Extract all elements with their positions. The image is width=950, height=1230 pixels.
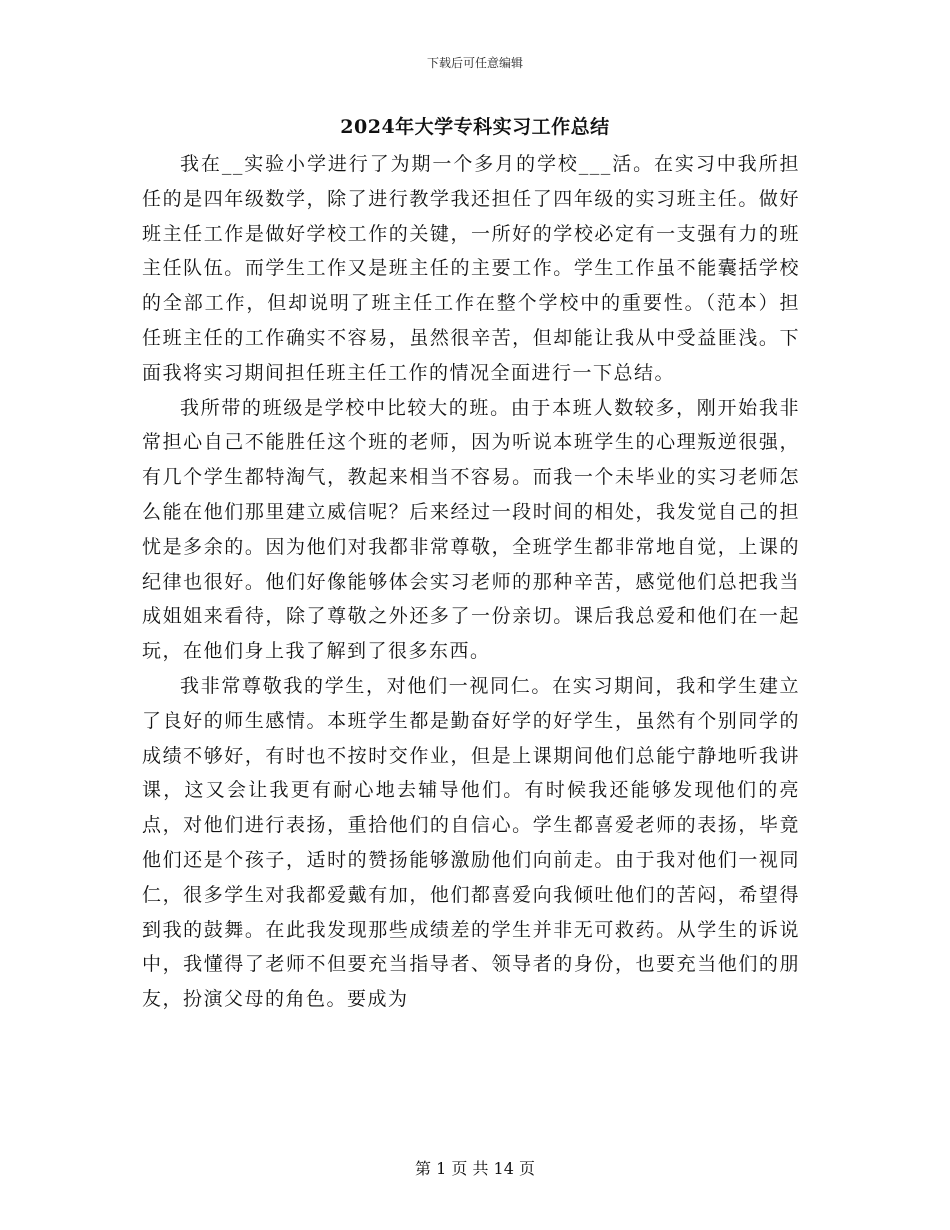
- paragraph-2: 我所带的班级是学校中比较大的班。由于本班人数较多，刚开始我非常担心自己不能胜任这个班的老师，因为听说本班学生的心理叛逆很强，有几个学生都特淘气，教起来相当不容易。而我一个未毕业的实习老师怎么能在他们那里建立威信呢？后来经过一段时间的相处，我发觉自己的担忧是多余的。因为他们对我都非常尊敬，全班学生都非常地自觉，上课的纪律也很好。他们好像能够体会实习老师的那种辛苦，感觉他们总把我当成姐姐来看待，除了尊敬之外还多了一份亲切。课后我总爱和他们在一起玩，在他们身上我了解到了很多东西。: [142, 396, 800, 663]
- header-note: 下载后可任意编辑: [426, 56, 523, 70]
- paragraph-3: 我非常尊敬我的学生，对他们一视同仁。在实习期间，我和学生建立了良好的师生感情。本班学生都是勤奋好学的好学生，虽然有个别同学的成绩不够好，有时也不按时交作业，但是上课期间他们总能宁静地听我讲课，这又会让我更有耐心地去辅导他们。有时候我还能够发现他们的亮点，对他们进行表扬，重拾他们的自信心。学生都喜爱老师的表扬，毕竟他们还是个孩子，适时的赞扬能够激励他们向前走。由于我对他们一视同仁，很多学生对我都爱戴有加，他们都喜爱向我倾吐他们的苦闷，希望得到我的鼓舞。在此我发现那些成绩差的学生并非无可救药。从学生的诉说中，我懂得了老师不但要充当指导者、领导者的身份，也要充当他们的朋友，扮演父母的角色。要成为: [142, 674, 800, 1011]
- document-title: 2024年大学专科实习工作总结: [340, 116, 610, 138]
- document-body: [142, 147, 800, 1017]
- paragraph-1: 我在__实验小学进行了为期一个多月的学校___活。在实习中我所担任的是四年级数学，除了进行教学我还担任了四年级的实习班主任。做好班主任工作是做好学校工作的关键，一所好的学校必定有一支强有力的班主任队伍。而学生工作又是班主任的主要工作。学生工作虽不能囊括学校的全部工作，但却说明了班主任工作在整个学校中的重要性。（范本）担任班主任的工作确实不容易，虽然很辛苦，但却能让我从中受益匪浅。下面我将实习期间担任班主任工作的情况全面进行一下总结。: [142, 153, 800, 384]
- page-number: 第 1 页 共 14 页: [415, 1159, 535, 1178]
